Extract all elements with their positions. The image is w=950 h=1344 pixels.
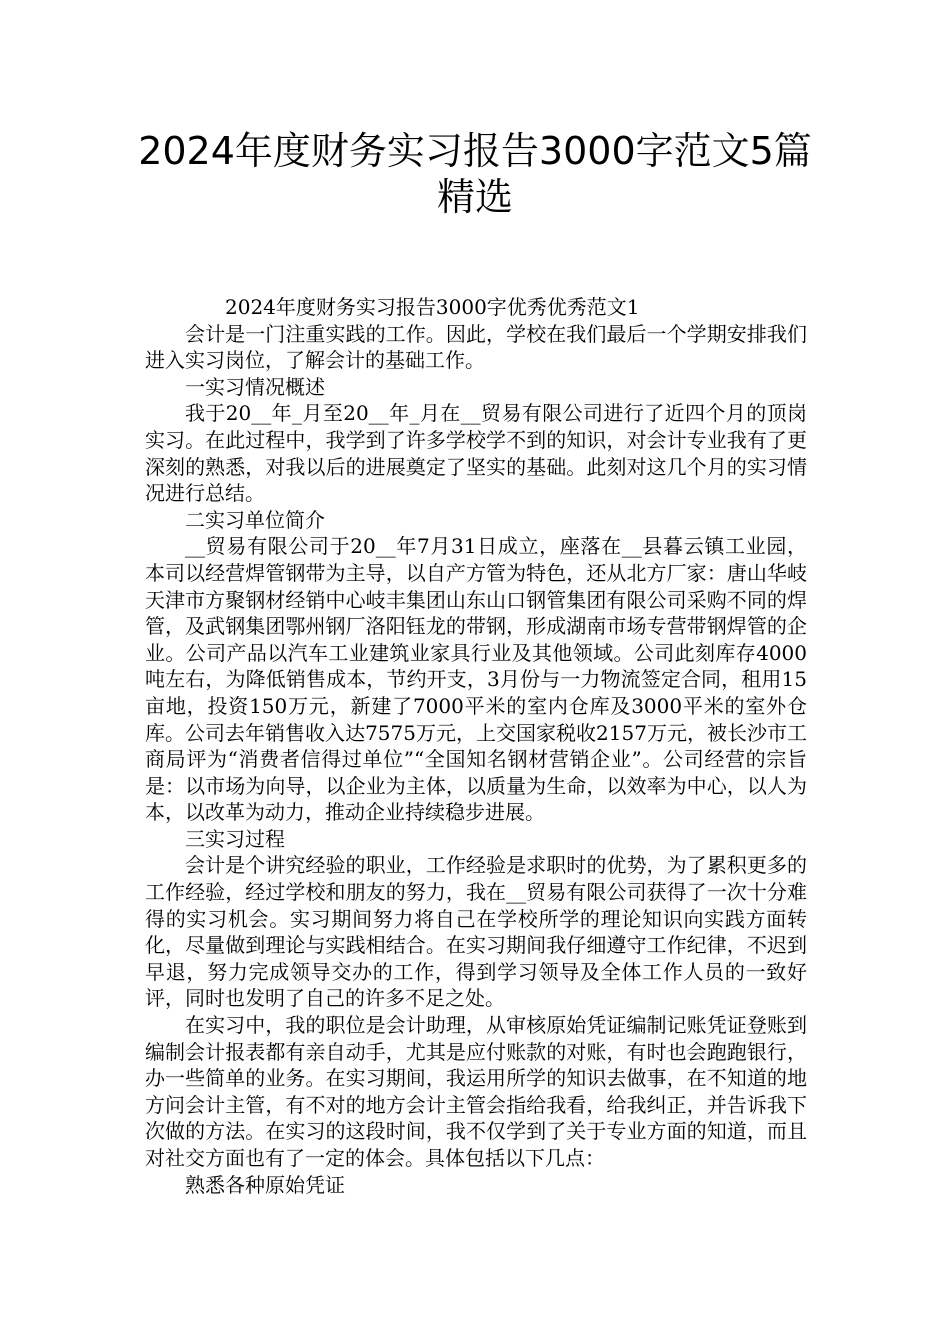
section-heading-process: 三实习过程 [185, 826, 285, 851]
section-heading-overview: 一实习情况概述 [185, 374, 325, 399]
paragraph-vouchers: 熟悉各种原始凭证 [185, 1172, 345, 1197]
paragraph-process-1: 会计是个讲究经验的职业，工作经验是求职时的优势，为了累积更多的工作经验，经过学校和朋友的努力，我在__贸易有限公司获得了一次十分难得的实习机会。实习期间努力将自己在学校所学的理论知识向实践方面转化，尽量做到理论与实践相结合。在实习期间我仔细遵守工作纪律，不迟到早退，努力完成领导交办的工作，得到学习领导及全体工作人员的一致好评，同时也发明了自己的许多不足之处。 [145, 853, 807, 1011]
paragraph-process-2: 在实习中，我的职位是会计助理，从审核原始凭证编制记账凭证登账到编制会计报表都有亲自动手，尤其是应付账款的对账，有时也会跑跑银行，办一些简单的业务。在实习期间，我运用所学的知识去做事，在不知道的地方问会计主管，有不对的地方会计主管会指给我看，给我纠正，并告诉我下次做的方法。在实习的这段时间，我不仅学到了关于专业方面的知道，而且对社交方面也有了一定的体会。具体包括以下几点： [145, 1013, 807, 1170]
section-heading-company: 二实习单位简介 [185, 507, 325, 532]
paragraph-overview: 我于20__年_月至20__年_月在__贸易有限公司进行了近四个月的顶岗实习。在此过程中，我学到了许多学校学不到的知识，对会计专业我有了更深刻的熟悉，对我以后的进展奠定了坚实的基础。此刻对这几个月的实习情况进行总结。 [145, 401, 807, 506]
paragraph-intro: 会计是一门注重实践的工作。因此，学校在我们最后一个学期安排我们进入实习岗位，了解会计的基础工作。 [145, 321, 807, 373]
paragraph-company: __贸易有限公司于20__年7月31日成立，座落在__县暮云镇工业园，本司以经营焊管钢带为主导，以自产方管为特色，还从北方厂家：唐山华岐天津市方聚钢材经销中心岐丰集团山东山口钢管集团有限公司采购不同的焊管，及武钢集团鄂州钢厂洛阳钰龙的带钢，形成湖南市场专营带钢焊管的企业。公司产品以汽车工业建筑业家具行业及其他领域。公司此刻库存4000吨左右，为降低销售成本，节约开支，3月份与一力物流签定合同，租用15亩地，投资150万元，新建了7000平米的室内仓库及3000平米的室外仓库。公司去年销售收入达7575万元，上交国家税收2157万元，被长沙市工商局评为“消费者信得过单位”“全国知名钢材营销企业”。公司经营的宗旨是：以市场为向导，以企业为主体，以质量为生命，以效率为中心，以人为本，以改革为动力，推动企业持续稳步进展。 [145, 534, 807, 825]
document-body [145, 294, 807, 1198]
document-subtitle: 2024年度财务实习报告3000字优秀优秀范文1 [225, 295, 640, 319]
document-title: 2024年度财务实习报告3000字范文5篇精选 [138, 129, 812, 219]
